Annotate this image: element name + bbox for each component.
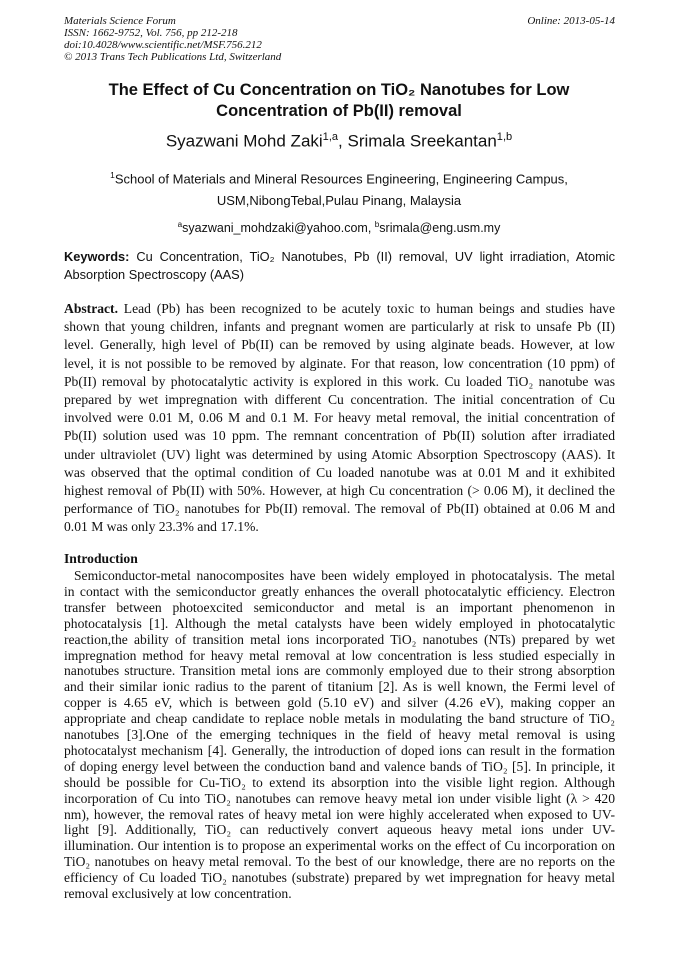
doi: doi:10.4028/www.scientific.net/MSF.756.212 [64,39,262,51]
introduction-heading [64,551,615,567]
abstract-line: under ultraviolet (UV) light was determined by using Atomic Absorption Spectroscopy (AAS). It [64,446,615,462]
introduction-line: removal exclusively at low concentration. [64,886,292,901]
introduction-line: copper is 4.65 eV, which is between gold (5.10 eV) and silver (4.26 eV), making copper an [64,695,615,711]
introduction-line: photocatalysis [1]. Although the metal catalysts have been widely employed in photocatalytic [64,615,615,631]
keywords-line-label: Keywords: [64,249,130,264]
abstract-line: 0.01 M was only 23.3% and 17.1%. [64,519,259,535]
introduction-line: of doping energy level between the conduction band and valence bands of TiO₂ [5]. In principle, it [64,758,615,774]
email-b[interactable]: srimala@eng.usm.my [379,221,501,236]
title-line-1: The Effect of Cu Concentration on TiO₂ Nanotubes for Low [108,81,570,99]
introduction-line: in contact with the semiconductor greatly enhances the overall photocatalytic efficiency. Electron [64,583,615,599]
introduction-line: nm), however, the removal rates of heavy metal ion were highly accelerated when exposed to UV- [64,806,615,822]
affiliation-sup: 1 [110,170,115,180]
introduction-heading-label: Introduction [64,551,138,566]
abstract-line: was observed that the optimal condition of Cu loaded nanotube was at 0.01 M and it exhibited [64,464,615,480]
email-a[interactable]: syazwani_mohdzaki@yahoo.com, [182,221,375,236]
issn: ISSN: 1662-9752, Vol. 756, pp 212-218 [64,27,238,39]
authors [0,131,678,152]
paper-title [0,80,678,122]
journal-info [64,15,281,63]
email-sup-a: a [177,220,183,229]
introduction-line: photocatalyst mechanism [4]. Generally, the introduction of doped ions can result in the formation [64,742,615,758]
author-2-affil: 1,b [496,131,513,143]
introduction-line: impregnation method for heavy metal removal at low concentration is less studied especially in [64,647,615,663]
introduction-line: reaction,the ability of transition metal ions incorporated TiO₂ nanotubes (NTs) prepared by wet [64,631,615,647]
affiliation [0,164,678,212]
affiliation-line-1: School of Materials and Mineral Resources Engineering, Engineering Campus, [114,171,568,187]
introduction-line: TiO₂ nanotubes on heavy metal removal. To the best of our knowledge, there are no reports on the [64,854,615,870]
abstract-line: performance of TiO₂ nanotubes for Pb(II) removal. The removal of Pb(II) obtained at 0.06 M and [64,501,615,517]
abstract-line: highest removal of Pb(II) with 50%. However, at high Cu concentration (> 0.06 M), it declined the [64,483,615,498]
introduction-line: light [9]. Additionally, TiO₂ can reductively convert aqueous heavy metal ions under UV- [64,822,615,838]
introduction-line: Semiconductor-metal nanocomposites have been widely employed in photocatalysis. The metal [74,568,615,583]
email-sup-b: b [374,220,380,229]
introduction-line: nanotubes structure. Transition metal ions are commonly employed due to their strong absorption [64,663,615,679]
affiliation-line-2: USM,NibongTebal,Pulau Pinang, Malaysia [216,193,462,209]
journal-name: Materials Science Forum [64,15,176,27]
abstract-line: prepared by wet impregnation with different Cu concentration. The initial concentration of Cu [64,392,615,407]
copyright: © 2013 Trans Tech Publications Ltd, Switzerland [64,51,282,63]
author-2: Srimala Sreekantan [347,131,497,151]
introduction-line: should be possible for Cu-TiO₂ to extend its absorption into the visible light region. Although [64,774,615,790]
introduction-line: illumination. Our intention is to propose an experimental works on the effect of Cu incorporation on [64,838,615,854]
abstract-line: Abstract. Lead (Pb) has been recognized to be acutely toxic to human beings and studies have [64,301,615,316]
abstract-line: shown that young children, infants and pregnant women are particularly at risk to unsafe Pb (II) [64,319,615,335]
online-date: Online: 2013-05-14 [527,15,615,27]
introduction-line: and their similar ionic radius to the parent of titanium [2]. As is well known, the Fermi level of [64,679,615,695]
abstract-line-label: Abstract. [64,301,118,316]
abstract-line: level, it is not possible to be removed by alginate. For that reason, low concentration (10 ppm) of [64,355,615,371]
emails [0,220,678,235]
keywords-line: Absorption Spectroscopy (AAS) [64,267,244,282]
title-line-2: Concentration of Pb(II) removal [216,102,462,120]
author-separator: , [338,131,348,151]
author-1-affil: 1,a [322,131,339,143]
abstract-line: Pb(II) removal by photocatalytic activity is explored in this work. Cu loaded TiO₂ nanotube was [64,373,615,389]
keywords-line: Keywords: Cu Concentration, TiO₂ Nanotubes, Pb (II) removal, UV light irradiation, Atomic [64,249,615,264]
abstract-line: level. Generally, high level of Pb(II) can be removed by using alginate beads. However, at low [64,337,615,353]
introduction-line: transfer between photoexcited semiconductor and metal is an important phenomenon in [64,599,615,615]
introduction-line: efficiency of Cu loaded TiO₂ nanotubes (substrate) prepared by wet impregnation for heavy metal [64,870,615,886]
introduction-line: appropriate and cheap candidate to replace noble metals in modulating the band structure of TiO₂ [64,711,615,727]
introduction-line: incorporation of Cu into TiO₂ nanotubes can remove heavy metal ion under visible light (λ > 420 [64,790,615,806]
abstract-line: Pb(II) solution used was 10 ppm. The remnant concentration of Pb(II) solution after irradiated [64,428,615,444]
author-1: Syazwani Mohd Zaki [165,131,323,151]
introduction-line: nanotubes [3].One of the emerging techniques in the field of heavy metal removal is using [64,727,615,742]
abstract-line: involved were 0.01 M, 0.06 M and 0.1 M. For heavy metal removal, the initial concentration of [64,410,615,426]
